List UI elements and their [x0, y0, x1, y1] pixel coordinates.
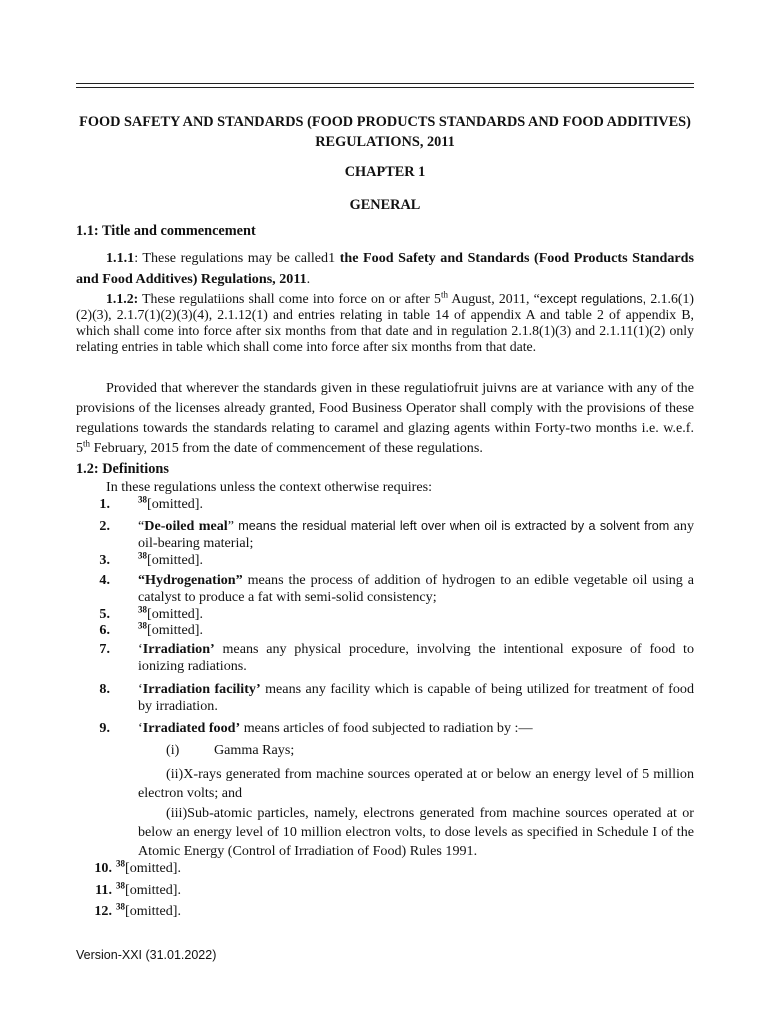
definition-term: De-oiled meal	[144, 518, 228, 534]
definition-term: Irradiated food’	[142, 720, 241, 736]
paragraph-number: 1.1.2:	[106, 291, 139, 306]
sub-item-iii: (iii)Sub-atomic particles, namely, electrons generated from machine sources operated at or below an energy level of 10 million electron volts, to dose levels as specified in Schedule I of the Atomic Energy (Control of Irradiation of Food) Rules 1991.	[138, 805, 694, 859]
paragraph-1-1-2: 1.1.2: These regulatiions shall come into force on or after 5th August, 2011, “except regulations, 2.1.6(1)(2)(3), 2.1.7(1)(2)(3)(4), 2.1.12(1) and entries relating in table 14 of appendix A and table 2 of appendix B, which shall come into force after six months from that date and in regulation 2.1.8(1)(3) and 2.1.11(1)(2) only relating entries in table which shall come into force after six months from that date.	[76, 289, 694, 354]
sub-item-i-text: Gamma Rays;	[214, 742, 295, 758]
short-title: the Food Safety and Standards (Food Products Standards and Food Additives) Regulations, 2011	[76, 250, 694, 287]
definition-item: 8. ‘Irradiation facility’ means any facility which is capable of being utilized for treatment of food by irradiation.	[99, 681, 694, 714]
section-1-1-heading: 1.1: Title and commencement	[76, 223, 256, 239]
sub-item-i-label: (i)	[166, 742, 180, 758]
definition-item: 10. $^{38}$[omitted].	[94, 858, 181, 876]
paragraph-1-1-1: 1.1.1: These regulations may be called1 the Food Safety and Standards (Food Products Standards and Food Additives) Regulations, 2011.	[76, 250, 694, 287]
definition-item: 3. $^{38}$[omitted].	[99, 550, 203, 568]
definition-term: “Hydrogenation”	[138, 572, 243, 588]
general-heading: GENERAL	[349, 197, 421, 213]
definition-item: 1. $^{38}$[omitted].	[99, 494, 203, 512]
section-1-2-heading: 1.2: Definitions	[76, 461, 169, 477]
chapter-heading: CHAPTER 1	[344, 164, 426, 180]
definition-item: 11. $^{38}$[omitted].	[95, 880, 181, 898]
definitions-intro: In these regulations unless the context otherwise requires:	[106, 479, 433, 495]
paragraph-number: 1.1.1	[106, 250, 135, 266]
proviso-paragraph: Provided that wherever the standards given in these regulatiofruit juivns are at variance with any of the provisions of the licenses already granted, Food Business Operator shall comply with the provisions of these regulations towards the standards relating to caramel and glazing agents within Forty-two months i.e. w.e.f. 5th February, 2015 from the date of commencement of these regulations.	[76, 380, 694, 456]
regulation-title: FOOD SAFETY AND STANDARDS (FOOD PRODUCTS STANDARDS AND FOOD ADDITIVES) REGULATIONS, 2011	[79, 114, 691, 150]
sub-item-ii: (ii)X-rays generated from machine sources operated at or below an energy level of 5 million electron volts; and	[138, 766, 694, 801]
header-rule-top	[76, 83, 694, 84]
definition-item: 9. ‘Irradiated food’ means articles of food subjected to radiation by :—	[99, 720, 533, 736]
definition-item: 12. $^{38}$[omitted].	[94, 901, 181, 919]
definition-item: 2. “De-oiled meal” means the residual material left over when oil is extracted by a solvent from any oil-bearing material;	[99, 518, 694, 551]
definition-term: Irradiation facility’	[142, 681, 261, 697]
definition-item: 6. $^{38}$[omitted].	[99, 620, 203, 638]
version-footer: Version-XXI (31.01.2022)	[76, 948, 217, 962]
definition-term: Irradiation’	[142, 641, 215, 657]
definition-item: 4. “Hydrogenation” means the process of addition of hydrogen to an edible vegetable oil using a catalyst to produce a fat with semi-solid consistency;	[99, 572, 694, 605]
definition-item: 5. $^{38}$[omitted].	[99, 604, 203, 622]
definition-item: 7. ‘Irradiation’ means any physical procedure, involving the intentional exposure of food to ionizing radiations.	[99, 641, 694, 674]
header-rule-bottom	[76, 87, 694, 88]
